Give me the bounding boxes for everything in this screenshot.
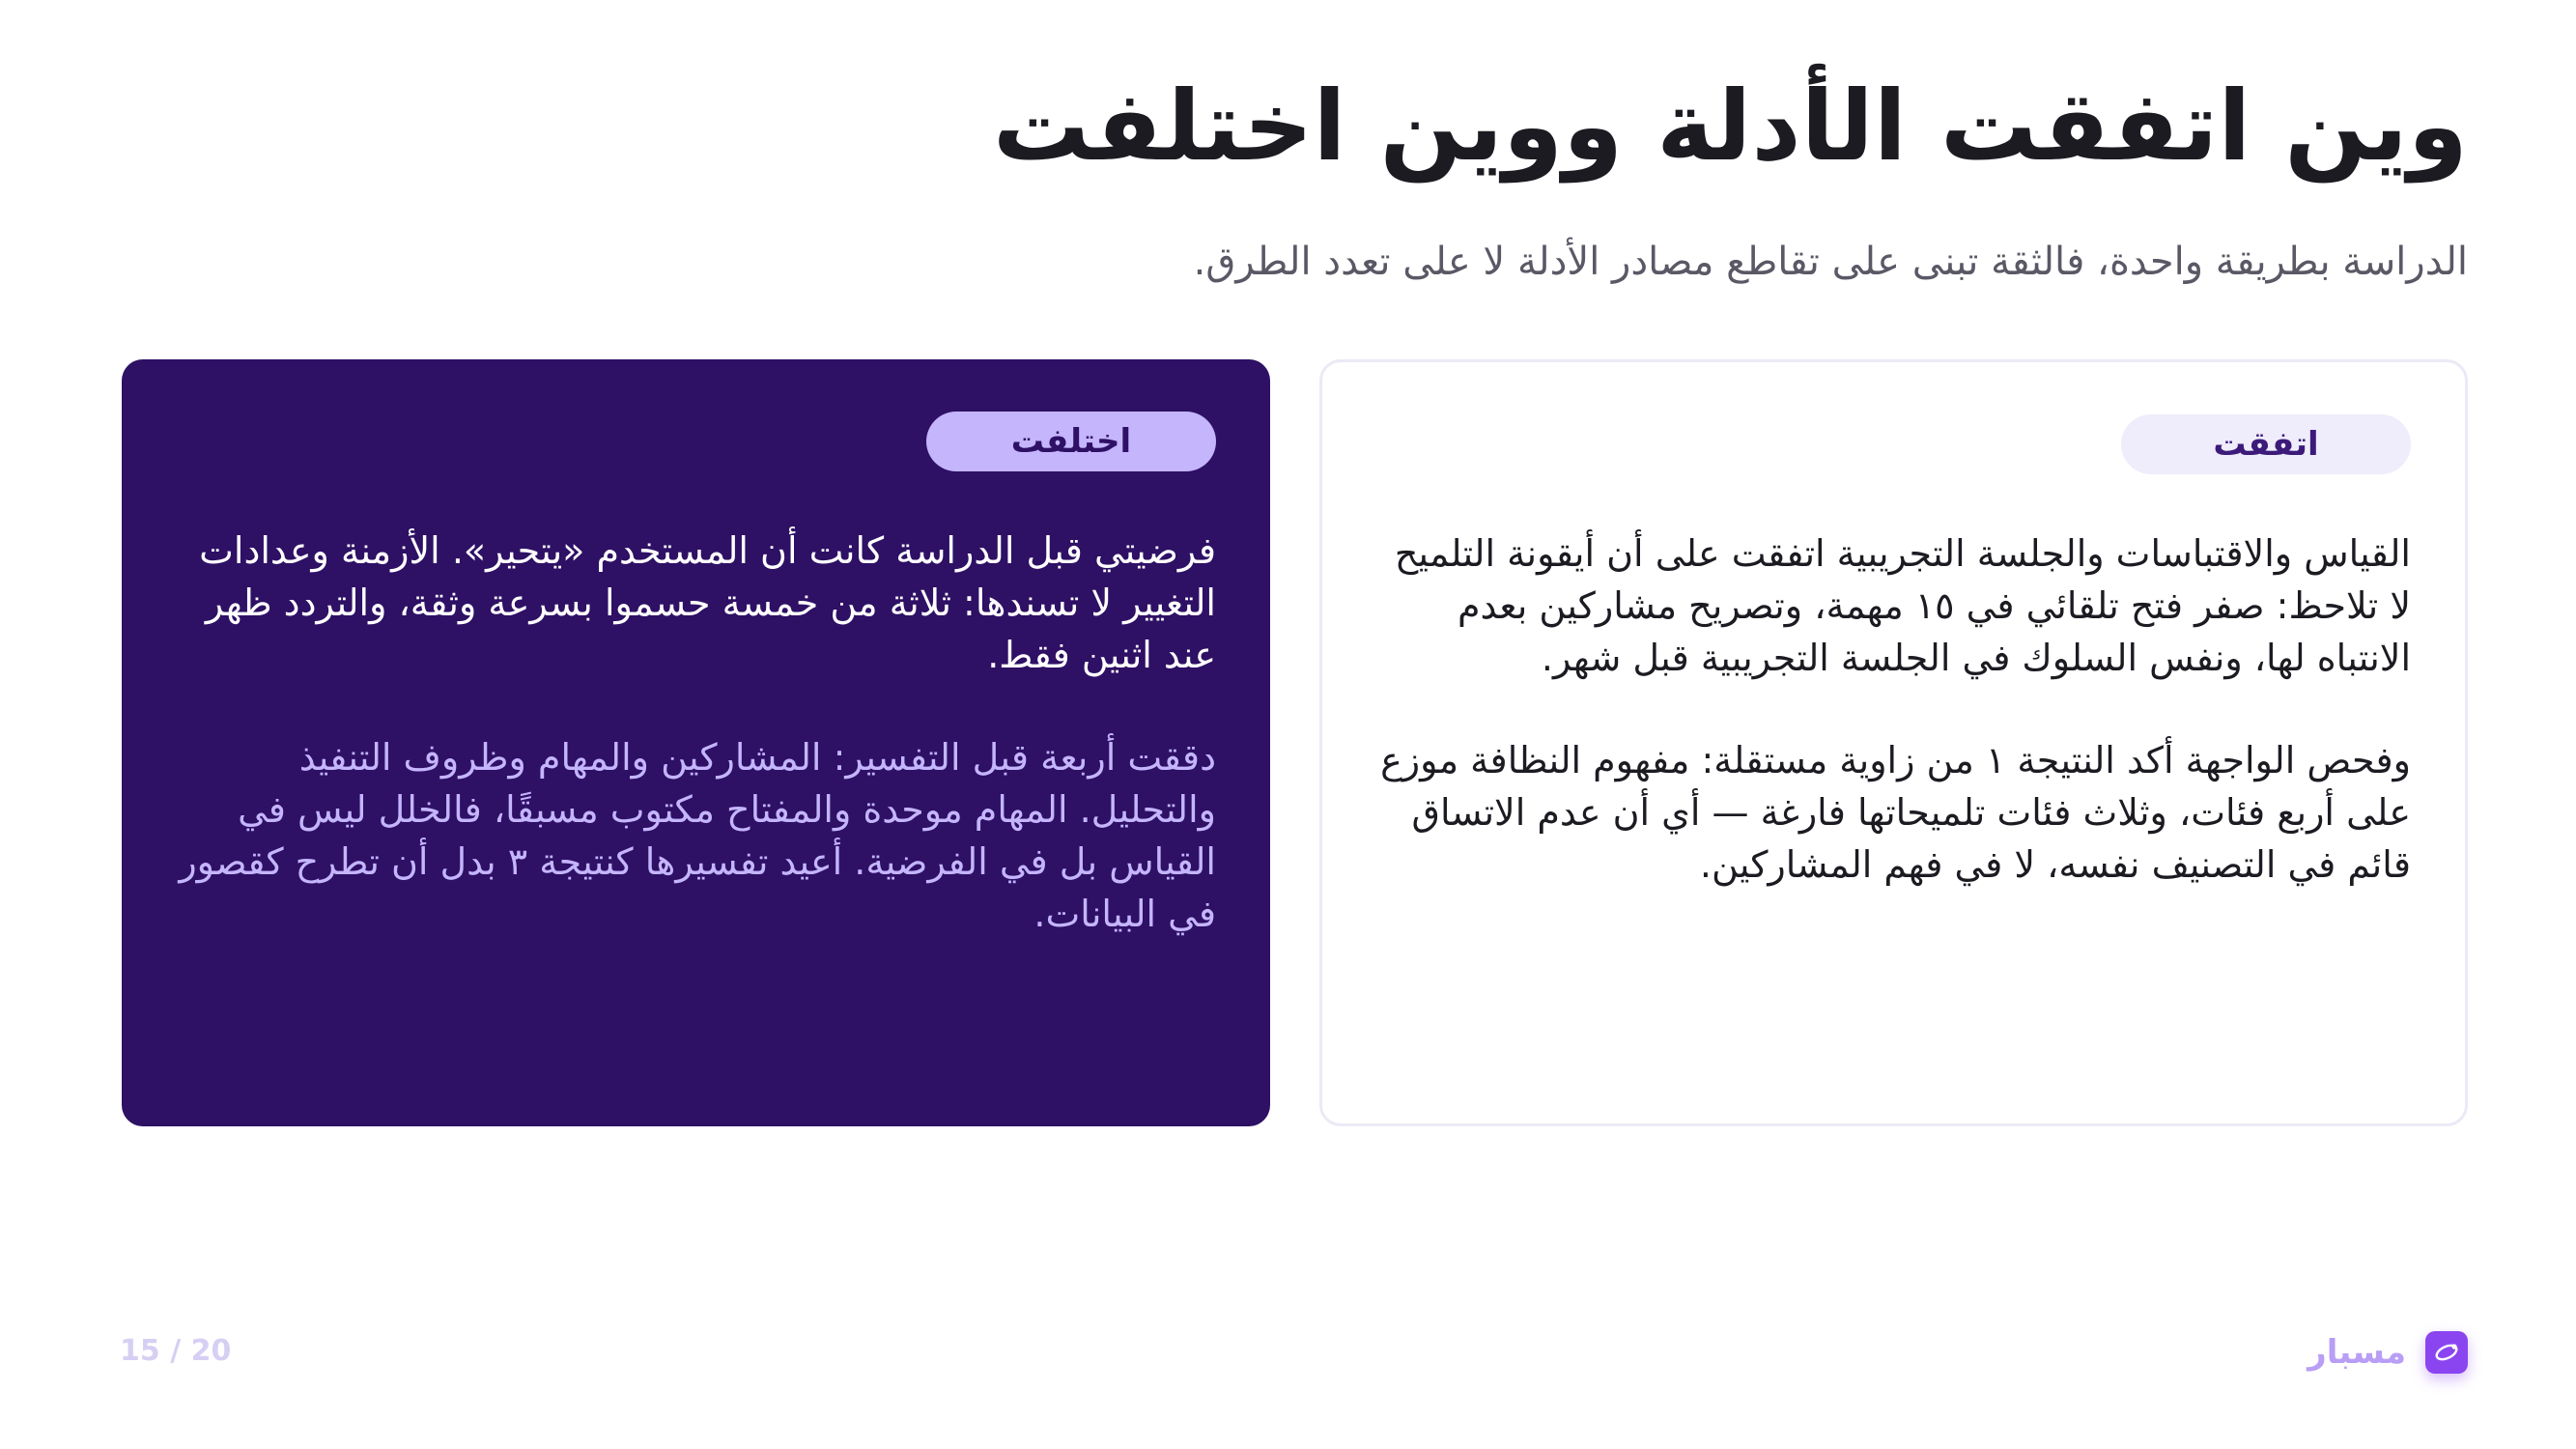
diff-paragraph-1: فرضيتي قبل الدراسة كانت أن المستخدم «يتحير». الأزمنة وعدادات التغيير لا تسندها: ثلاثة من خمسة حسموا بسرعة وثقة، والتردد ظهر عند اثنين فقط. (199, 529, 1216, 676)
slide-subtitle: الدراسة بطريقة واحدة، فالثقة تبنى على تقاطع مصادر الأدلة لا على تعدد الطرق. (1193, 240, 2468, 284)
slide-title: وين اتفقت الأدلة ووين اختلفت (992, 70, 2468, 183)
diff-paragraph-2: دققت أربعة قبل التفسير: المشاركين والمهام وظروف التنفيذ والتحليل. المهام موحدة والمفتاح مكتوب مسبقًا، فالخلل ليس في القياس بل في الفرضية. أعيد تفسيرها كنتيجة ٣ بدل أن تطرح كقصور في البيانات. (179, 735, 1216, 935)
agree-tag: اتفقت (2121, 414, 2411, 474)
brand-name: مسبار (2307, 1333, 2406, 1372)
brand-logo-icon (2425, 1331, 2468, 1374)
brand (2307, 1331, 2468, 1374)
diff-card (122, 359, 1270, 1126)
page-indicator: 15 / 20 (120, 1334, 232, 1368)
agree-card (1319, 359, 2468, 1126)
diff-tag: اختلفت (926, 412, 1216, 471)
agree-paragraph-2: وفحص الواجهة أكد النتيجة ١ من زاوية مستقلة: مفهوم النظافة موزع على أربع فئات، وثلاث فئات تلميحاتها فارغة — أي أن عدم الاتساق قائم في التصنيف نفسه، لا في فهم المشاركين. (1380, 738, 2411, 886)
agree-paragraph-1: القياس والاقتباسات والجلسة التجريبية اتفقت على أن أيقونة التلميح لا تلاحظ: صفر فتح تلقائي في ١٥ مهمة، وتصريح مشاركين بعدم الانتباه لها، ونفس السلوك في الجلسة التجريبية قبل شهر. (1394, 532, 2411, 679)
